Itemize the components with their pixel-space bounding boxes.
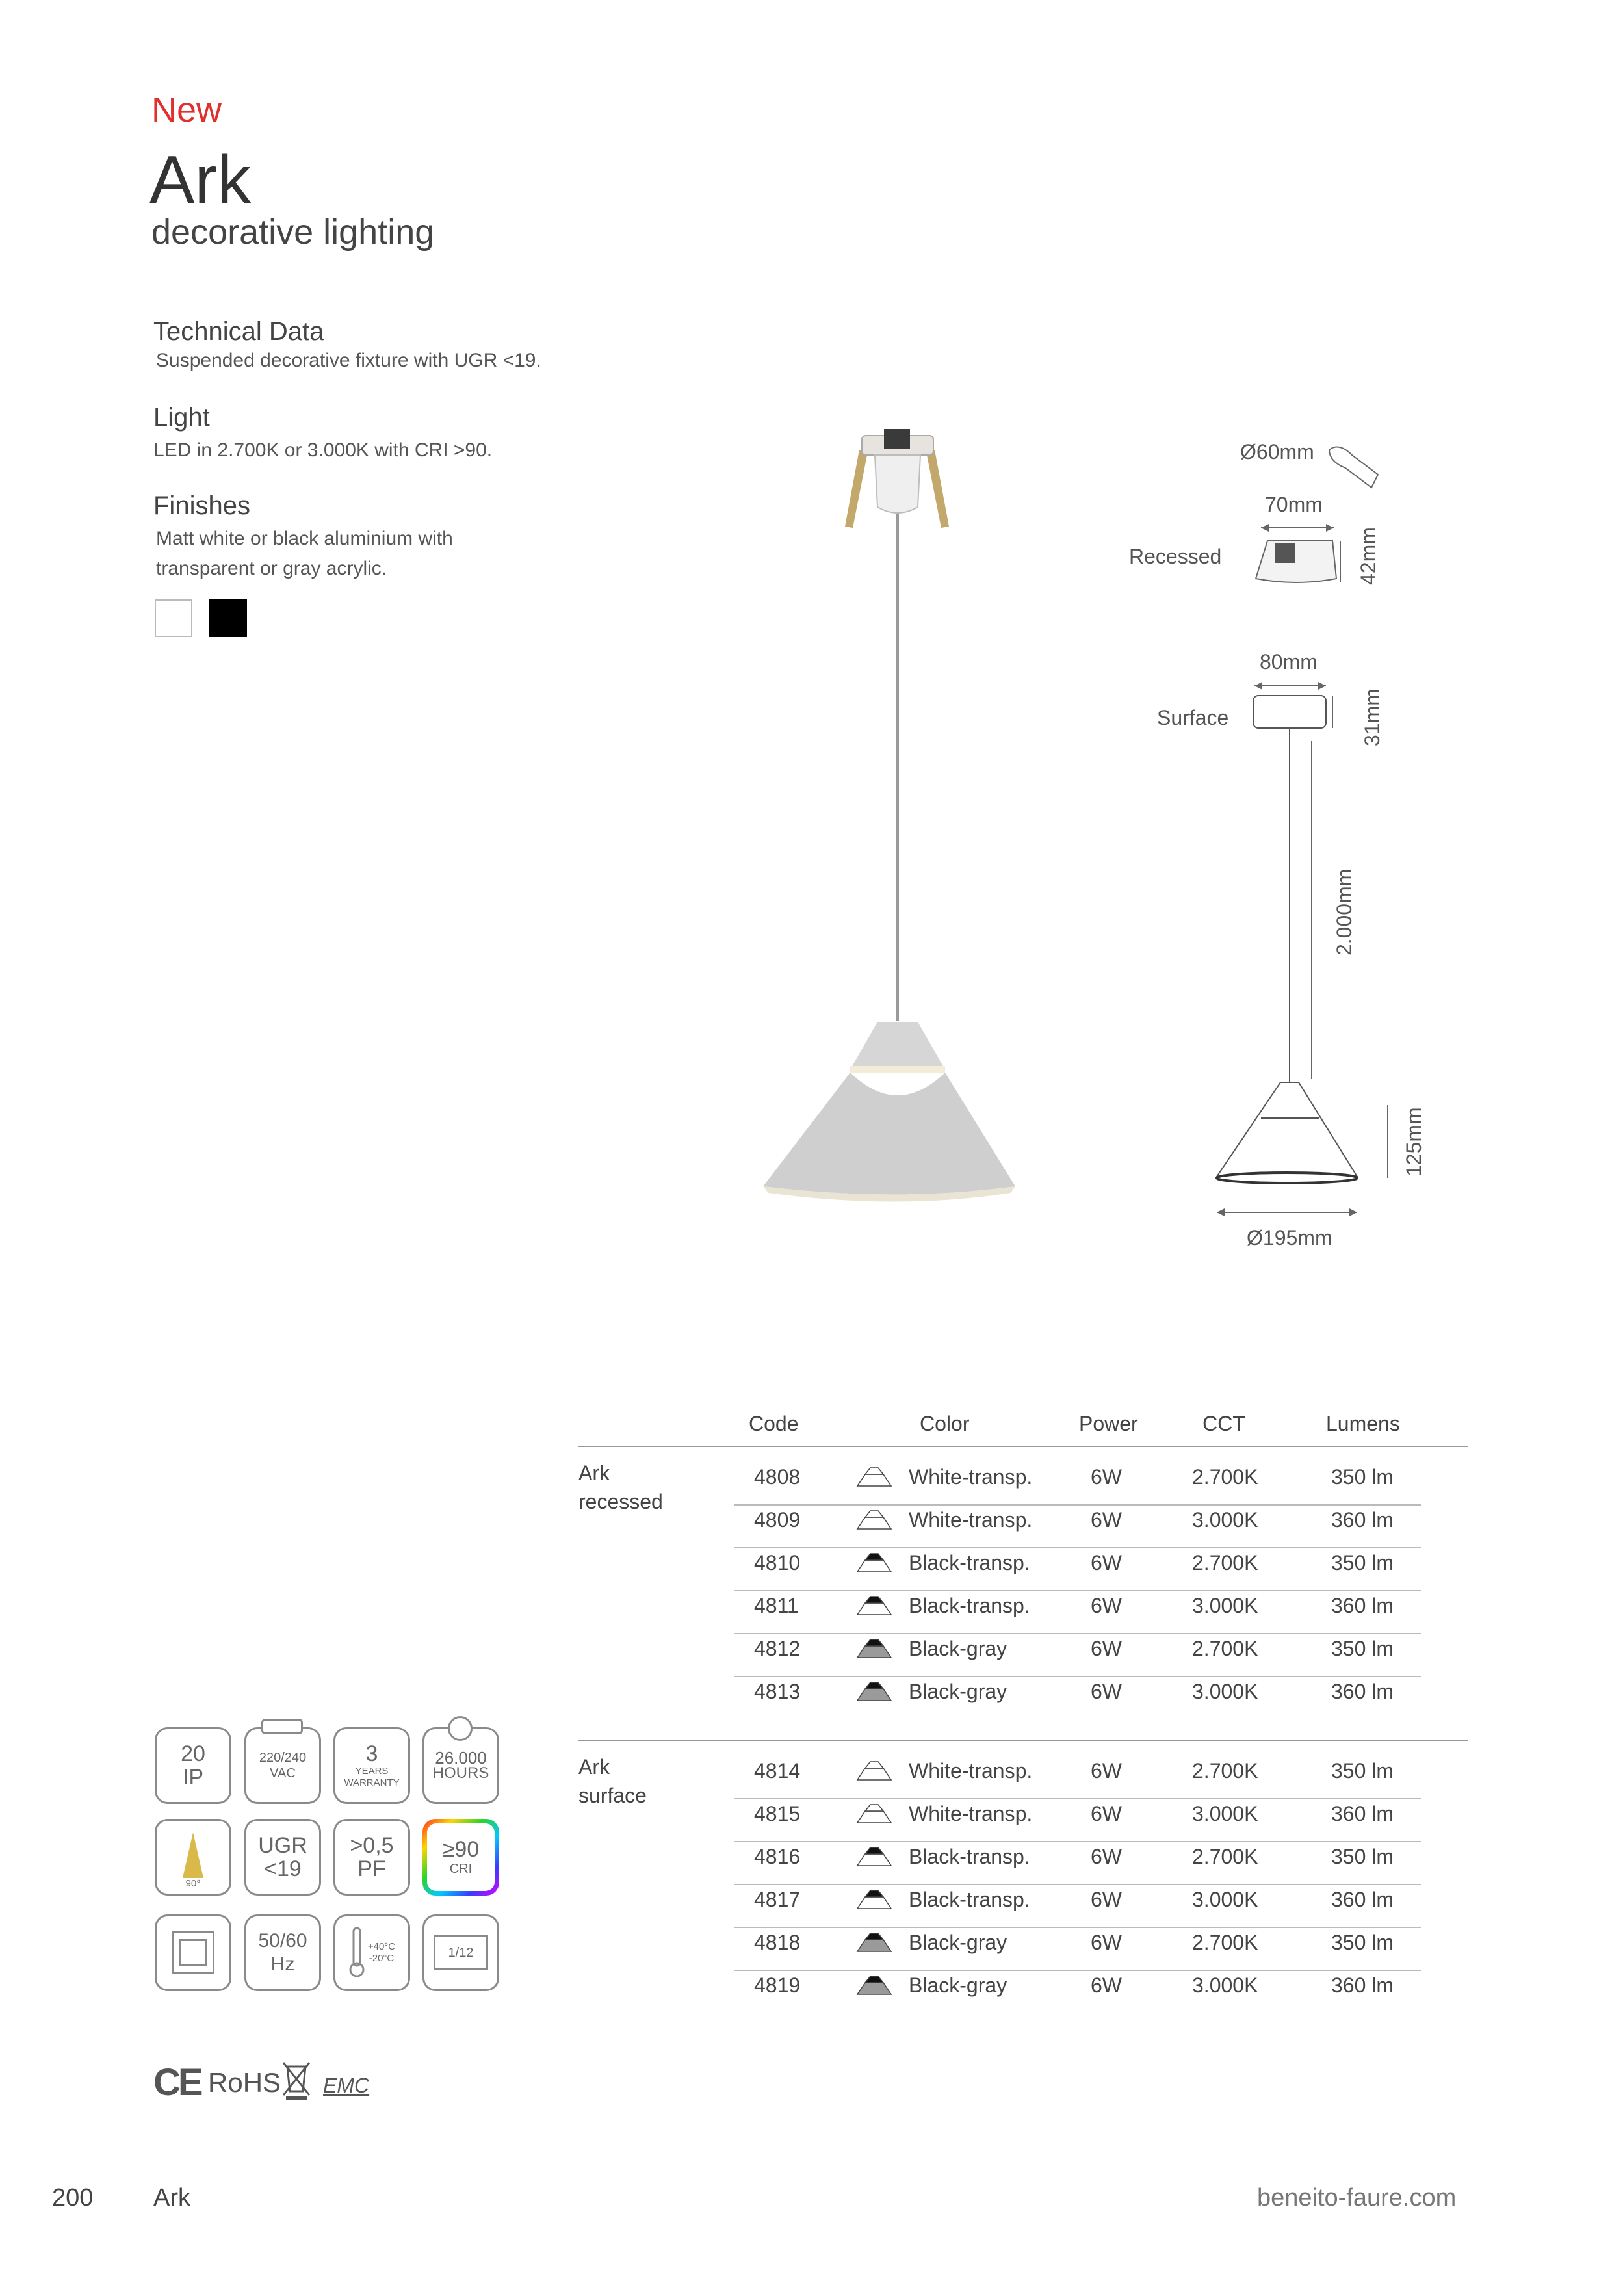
cell-cct: 3.000K xyxy=(1192,1888,1258,1911)
cell-power: 6W xyxy=(1091,1759,1122,1782)
cell-color: White-transp. xyxy=(909,1802,1033,1825)
ip-rating-icon: 20 IP xyxy=(155,1727,231,1804)
cell-lumens: 360 lm xyxy=(1331,1508,1394,1532)
table-header-divider xyxy=(578,1446,1468,1447)
product-title: Ark xyxy=(149,142,251,218)
shade-black-icon xyxy=(855,1845,894,1868)
weee-bin-icon xyxy=(279,2057,313,2100)
finishes-heading: Finishes xyxy=(153,491,250,520)
surface-height-label: 31mm xyxy=(1360,688,1384,746)
shade-white-icon xyxy=(855,1508,894,1532)
cell-code: 4818 xyxy=(754,1931,801,1954)
cutout-diameter-label: Ø60mm xyxy=(1240,440,1314,463)
cell-lumens: 360 lm xyxy=(1331,1594,1394,1617)
cell-power: 6W xyxy=(1091,1508,1122,1532)
class-ii-icon xyxy=(155,1914,231,1991)
col-header-code: Code xyxy=(749,1412,799,1435)
cell-power: 6W xyxy=(1091,1551,1122,1574)
shade-gray-icon xyxy=(855,1974,894,1997)
thermometer-icon xyxy=(348,1927,365,1979)
table-row xyxy=(734,1463,1421,1506)
group-label-surface: Ark surface xyxy=(578,1755,647,1807)
swatch-white xyxy=(155,599,192,637)
cell-cct: 2.700K xyxy=(1192,1465,1258,1489)
surface-label: Surface xyxy=(1157,706,1229,729)
shade-height-label: 125mm xyxy=(1402,1107,1425,1177)
cell-color: Black-transp. xyxy=(909,1594,1030,1617)
table-row xyxy=(734,1677,1421,1720)
technical-data-heading: Technical Data xyxy=(153,317,324,346)
warranty-icon: 3 YEARS WARRANTY xyxy=(333,1727,410,1804)
cell-power: 6W xyxy=(1091,1888,1122,1911)
cell-lumens: 350 lm xyxy=(1331,1465,1394,1489)
cell-cct: 3.000K xyxy=(1192,1594,1258,1617)
new-badge: New xyxy=(151,90,222,129)
cell-color: Black-gray xyxy=(909,1974,1007,1997)
cell-lumens: 360 lm xyxy=(1331,1680,1394,1703)
cell-lumens: 350 lm xyxy=(1331,1551,1394,1574)
col-header-power: Power xyxy=(1079,1412,1138,1435)
cell-code: 4814 xyxy=(754,1759,801,1782)
beam-cone-icon xyxy=(180,1833,206,1878)
shade-gray-icon xyxy=(855,1931,894,1954)
shade-black-icon xyxy=(855,1551,894,1574)
frequency-icon: 50/60 Hz xyxy=(244,1914,321,1991)
product-subtitle: decorative lighting xyxy=(151,213,435,252)
cell-lumens: 360 lm xyxy=(1331,1802,1394,1825)
table-row xyxy=(734,1799,1421,1842)
cell-color: Black-gray xyxy=(909,1931,1007,1954)
recessed-height-label: 42mm xyxy=(1357,527,1380,585)
cell-lumens: 360 lm xyxy=(1331,1888,1394,1911)
package-icon xyxy=(422,1914,499,1991)
table-row xyxy=(734,1756,1421,1799)
cell-color: White-transp. xyxy=(909,1465,1033,1489)
temperature-icon: +40°C -20°C xyxy=(333,1914,410,1991)
cell-color: Black-gray xyxy=(909,1680,1007,1703)
cell-power: 6W xyxy=(1091,1974,1122,1997)
cell-code: 4808 xyxy=(754,1465,801,1489)
group-label-recessed: Ark recessed xyxy=(578,1461,663,1513)
cell-code: 4813 xyxy=(754,1680,801,1703)
cable-length-label: 2.000mm xyxy=(1332,868,1356,956)
box-icon: 1/12 xyxy=(434,1935,488,1970)
table-row xyxy=(734,1548,1421,1591)
cell-power: 6W xyxy=(1091,1802,1122,1825)
cell-color: Black-transp. xyxy=(909,1551,1030,1574)
cell-code: 4810 xyxy=(754,1551,801,1574)
cell-power: 6W xyxy=(1091,1465,1122,1489)
shade-white-icon xyxy=(855,1759,894,1782)
product-photo xyxy=(747,416,1046,1235)
emc-mark-icon: EMC xyxy=(323,2074,370,2097)
cell-power: 6W xyxy=(1091,1680,1122,1703)
cell-cct: 2.700K xyxy=(1192,1931,1258,1954)
table-row xyxy=(734,1885,1421,1928)
cell-power: 6W xyxy=(1091,1594,1122,1617)
cell-cct: 3.000K xyxy=(1192,1508,1258,1532)
voltage-icon: 220/240 VAC xyxy=(244,1727,321,1804)
plug-icon xyxy=(261,1719,303,1734)
cell-color: Black-transp. xyxy=(909,1845,1030,1868)
table-group-divider xyxy=(578,1740,1468,1741)
finishes-text-line1: Matt white or black aluminium with xyxy=(156,528,453,549)
cell-cct: 2.700K xyxy=(1192,1845,1258,1868)
shade-white-icon xyxy=(855,1465,894,1489)
cell-code: 4811 xyxy=(754,1594,799,1617)
shade-black-icon xyxy=(855,1888,894,1911)
technical-data-text: Suspended decorative fixture with UGR <19. xyxy=(156,350,541,371)
light-text: LED in 2.700K or 3.000K with CRI >90. xyxy=(153,439,493,461)
shade-gray-icon xyxy=(855,1680,894,1703)
col-header-color: Color xyxy=(920,1412,970,1435)
footer-website-link[interactable]: beneito-faure.com xyxy=(1257,2184,1457,2211)
recessed-width-label: 70mm xyxy=(1265,493,1323,516)
cell-cct: 3.000K xyxy=(1192,1974,1258,1997)
cell-color: White-transp. xyxy=(909,1508,1033,1532)
recessed-label: Recessed xyxy=(1129,545,1222,568)
table-row xyxy=(734,1506,1421,1548)
cell-code: 4819 xyxy=(754,1974,801,1997)
cell-lumens: 350 lm xyxy=(1331,1759,1394,1782)
table-row xyxy=(734,1842,1421,1885)
table-row xyxy=(734,1928,1421,1971)
shade-diameter-label: Ø195mm xyxy=(1247,1226,1332,1249)
cell-lumens: 360 lm xyxy=(1331,1974,1394,1997)
cell-code: 4809 xyxy=(754,1508,801,1532)
cell-code: 4815 xyxy=(754,1802,801,1825)
shade-black-icon xyxy=(855,1594,894,1617)
cell-lumens: 350 lm xyxy=(1331,1931,1394,1954)
col-header-lumens: Lumens xyxy=(1326,1412,1400,1435)
cell-cct: 2.700K xyxy=(1192,1637,1258,1660)
ugr-icon: UGR <19 xyxy=(244,1819,321,1896)
cell-color: Black-gray xyxy=(909,1637,1007,1660)
finishes-text-line2: transparent or gray acrylic. xyxy=(156,558,387,579)
cell-cct: 2.700K xyxy=(1192,1759,1258,1782)
cell-power: 6W xyxy=(1091,1845,1122,1868)
cell-lumens: 350 lm xyxy=(1331,1637,1394,1660)
cell-color: Black-transp. xyxy=(909,1888,1030,1911)
lifetime-icon: 26.000 HOURS xyxy=(422,1727,499,1804)
shade-white-icon xyxy=(855,1802,894,1825)
page-number: 200 xyxy=(52,2184,94,2211)
cell-code: 4816 xyxy=(754,1845,801,1868)
table-row xyxy=(734,1971,1421,2014)
cell-cct: 3.000K xyxy=(1192,1680,1258,1703)
table-row xyxy=(734,1634,1421,1677)
ce-mark-icon: CE xyxy=(153,2061,201,2104)
table-row xyxy=(734,1591,1421,1634)
rohs-label: RoHS xyxy=(208,2067,281,2098)
beam-angle-icon: 90° xyxy=(155,1819,231,1896)
shade-gray-icon xyxy=(855,1637,894,1660)
power-factor-icon: >0,5 PF xyxy=(333,1819,410,1896)
light-heading: Light xyxy=(153,403,210,432)
cell-code: 4817 xyxy=(754,1888,801,1911)
cell-power: 6W xyxy=(1091,1637,1122,1660)
cell-cct: 2.700K xyxy=(1192,1551,1258,1574)
cell-power: 6W xyxy=(1091,1931,1122,1954)
clock-icon xyxy=(448,1716,473,1741)
col-header-cct: CCT xyxy=(1202,1412,1245,1435)
cell-code: 4812 xyxy=(754,1637,801,1660)
surface-width-label: 80mm xyxy=(1260,650,1318,673)
cri-icon: ≥90 CRI xyxy=(422,1819,499,1896)
cell-cct: 3.000K xyxy=(1192,1802,1258,1825)
cell-color: White-transp. xyxy=(909,1759,1033,1782)
cell-lumens: 350 lm xyxy=(1331,1845,1394,1868)
swatch-black xyxy=(209,599,247,637)
footer-product-name: Ark xyxy=(153,2184,190,2211)
